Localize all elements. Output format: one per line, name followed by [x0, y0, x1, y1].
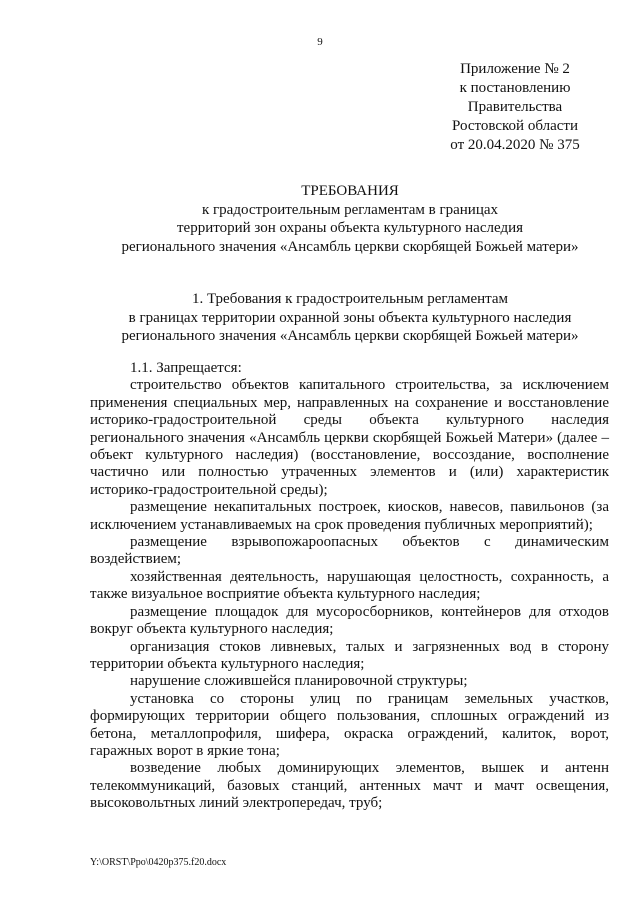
clause-item: организация стоков ливневых, талых и загрязненных вод в сторону территории объекта культурного наследия;: [90, 638, 609, 672]
clause-item: строительство объектов капитального строительства, за исключением применения специальных мер, направленных на сохранение и восстановление историко-градостроительной среды объекта культурного наследия регионального значения «Ансамбль церкви скорбящей Божьей Матери» (далее – объект культурного наследия) (восстановление, воссоздание, восполнение частично или полностью утраченных элементов и (или) характеристик историко-градостроительной среды);: [90, 377, 609, 498]
document-title: [60, 182, 640, 256]
title-heading: ТРЕБОВАНИЯ: [301, 183, 399, 199]
clause-item: хозяйственная деятельность, нарушающая целостность, сохранность, а также визуальное восприятие объекта культурного наследия;: [90, 568, 609, 603]
annex-line: Правительства: [467, 99, 563, 115]
annex-line: Приложение № 2: [460, 61, 570, 77]
title-line: территорий зон охраны объекта культурного наследия: [177, 220, 523, 236]
section-1-title: [60, 290, 640, 346]
clause-item: установка со стороны улиц по границам земельных участков, формирующих территории общего пользования, сплошных ограждений из бетона, металлопрофиля, шифера, окраска ограждений, калиток, ворот, гаражных ворот в яркие тона;: [90, 690, 609, 759]
clause-heading: 1.1. Запрещается:: [130, 360, 242, 376]
clause-item: размещение взрывопожароопасных объектов с динамическим воздействием;: [90, 534, 609, 568]
section-title-line: в границах территории охранной зоны объекта культурного наследия: [128, 309, 572, 326]
title-line: регионального значения «Ансамбль церкви скорбящей Божьей матери»: [121, 238, 579, 255]
section-title-line: регионального значения «Ансамбль церкви скорбящей Божьей матери»: [121, 328, 579, 344]
annex-line: Ростовской области: [452, 118, 578, 134]
title-line: к градостроительным регламентам в границах: [201, 201, 499, 218]
clause-item: размещение площадок для мусоросборников, контейнеров для отходов вокруг объекта культурного наследия;: [90, 603, 609, 638]
annex-line: от 20.04.2020 № 375: [450, 137, 580, 153]
section-title-line: 1. Требования к градостроительным регламентам: [191, 291, 509, 307]
clause-item: возведение любых доминирующих элементов, вышек и антенн телекоммуникаций, базовых станций, антенных мачт и мачт освещения, высоковольтных линий электропередач, труб;: [90, 760, 609, 812]
clause-item: размещение некапитальных построек, киосков, навесов, павильонов (за исключением устанавливаемых на срок проведения публичных мероприятий);: [90, 499, 609, 533]
page-number: 9: [317, 36, 323, 48]
annex-line: к постановлению: [459, 80, 571, 96]
annex-block: [430, 60, 600, 155]
clause-item: нарушение сложившейся планировочной структуры;: [130, 673, 468, 690]
clause-1-1: [90, 360, 609, 813]
footer-file-path: Y:\ORST\Ppo\0420p375.f20.docx: [90, 857, 227, 868]
